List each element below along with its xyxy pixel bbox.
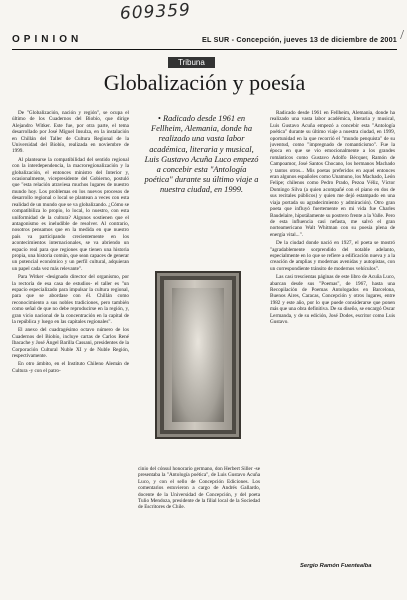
paragraph: Para Witker -designado director del organismo, por la rectoría de esa casa de estudios- el taller es "un espacio especializado para impulsar la cultura regional, para que se abordase con él. Chillán como reconocimiento a sus nobles tradiciones, pero también como señal de que no debe reproducirse en la región, y, gran vicio nacional de la concentración en la capital de la república y luego en las capitales regionales". [12,274,129,325]
header-rule [12,49,397,50]
byline: Sergio Ramón Fuentealba [300,563,372,569]
framed-mirror-photo [160,276,236,434]
article-column-3 [270,110,395,562]
pull-quote: • Radicado desde 1961 en Fellheim, Alemania, donde ha realizado una vasta labor académica, literaria y musical, Luis Gustavo Acuña Luco empezó a concebir esta "Antología poética" durante su último viaje a nuestra ciudad, en 1999. [144,114,259,195]
page-corner-mark: / [400,28,404,43]
paragraph: cinio del cónsul honorario germano, don Herbert Siller -se presentaba la "Antología poética", de Luis Gustavo Acuña Luco, y con el sello de Concepción Ediciones. Los comentarios estuvieron a cargo de Andrés Gallardo, docente de la Universidad de Concepción, y del poeta Tulio Mendoza, presidente de la filial local de la Sociedad de Escritores de Chile. [138,466,260,511]
photo-image [172,288,224,422]
paragraph: El anexo del cuadragésimo octavo número de los Cuadernos del Biobío, incluye cartas de Carlos René Ibacache y José Ángel Barilla Cassani, presidentes de la Corporación Cultural Nuble XI y de Nuble Región, respectivamente. [12,327,129,360]
article-column-1 [12,110,129,580]
dateline: EL SUR - Concepción, jueves 13 de diciembre de 2001 [201,35,397,44]
column-tag: Tribuna [168,57,215,68]
paragraph: Radicado desde 1961 en Fellheim, Alemania, donde ha realizado una vasta labor académica, literaria y musical, Luis Gustavo Acuña empezó a concebir esta "Antología poética" durante su último viaje a nuestra ciudad, en 1999, oportunidad en la que recorrió el "mundo penquista" de su juventud, como "impregnado de romanticismo". Fue la época en que se vio emocionalmente a los grandes románticos como Gustavo Adolfo Bécquer, Ramón de Campoamor, José Santos Chocano, los hermanos Machado y tantos otros... Mis poetas preferidos en aquel entonces eran algunos españoles como Unamuno, los Machado, León Felipe; chilenos como Pedro Prado, Pezoa Véliz, Víctor Domingo Silva (a quien acompañé con el piano en dos de sus recitales públicos) y quien me dejó estampado en una viaja portada su agradecimiento y admiración). Otro gran poeta que influyó fuertemente en mi vida fue Charles Baudelaire, hipotálamente su postrero frente a la Valle. Pero de esta influencia casi nefasta, me salvó el gran norteamericano Walt Whitman con su poesía plena de energía vital...". [270,110,395,238]
paragraph: De "Globalización, nación y región", se ocupa el último de los Cuadernos del Biobío, que dirige Alejandro Witker. Este fue, por otra parte, el tema desarrollado por José Miguel Insulza, en la instalación en Chillán del Taller de Cultura Regional de la Universidad del Biobío, realizada en noviembre de 1999. [12,110,129,155]
paragraph: De la ciudad donde nació en 1927, el poeta se mostró "agradablemente sorprendido del notable adelanto, especialmente en lo que se refiere a edificación nueva y a la creación de amplias y modernas avenidas y autopistas, con un correspondiente tránsito de modernos vehículos". [270,240,395,272]
archive-stamp: 609359 [119,0,192,24]
paragraph: Al plantearse la compatibilidad del sentido regional con la interdependencia, la macroregionalización y la globalización, el entonces ministro del Interior y, ocasionalmente, vicepresidente del Gobierno, postuló que "esta relación atraviesa muchos lugares de nuestro mundo hoy. Los problemas en los nuevos procesos de desarrollo regional o local se plantean a veces con esta realidad de un mundo que se va globalizando. ¿Cómo se compatibiliza lo propio, lo local, lo nuestro, con esta uniformidad de la cultura? Algunos sostienen que el antagonismo es ineludible de resolver. Al contrario, nosotros pensamos que en la medida en que nuestro país va participando crecientemente en los acontecimientos internacionales, se va abriendo un espacio real para que regiones que tienen una historia propia, una historia común, que sean capaces de generar un potencial económico y un perfil cultural, adquieran un papel cada vez más relevante". [12,156,129,272]
page-header [12,34,397,48]
paragraph: En otro ámbito, en el Instituto Chileno Alemán de Cultura -y con el patro- [12,361,129,374]
article-title: Globalización y poesía [103,70,306,95]
paragraph: Las casi trescientas páginas de este libro de Acuña Luco, abarcan desde sus "Poemas", de 1967, hasta una Recopilación de Poemas Antologados en Barcelona, Buenos Aires, Caracas, Concepción y otros lugares, entre 1982 y este año, por lo que puede considerarse que ponen más que una obra definitiva. De su diseño, se encargó Oscar Lermanda, y de su edición, José Dodes, escritor como Luis Gustavo. [270,274,395,325]
section-label: OPINION [12,34,83,45]
article-column-2 [138,466,260,580]
